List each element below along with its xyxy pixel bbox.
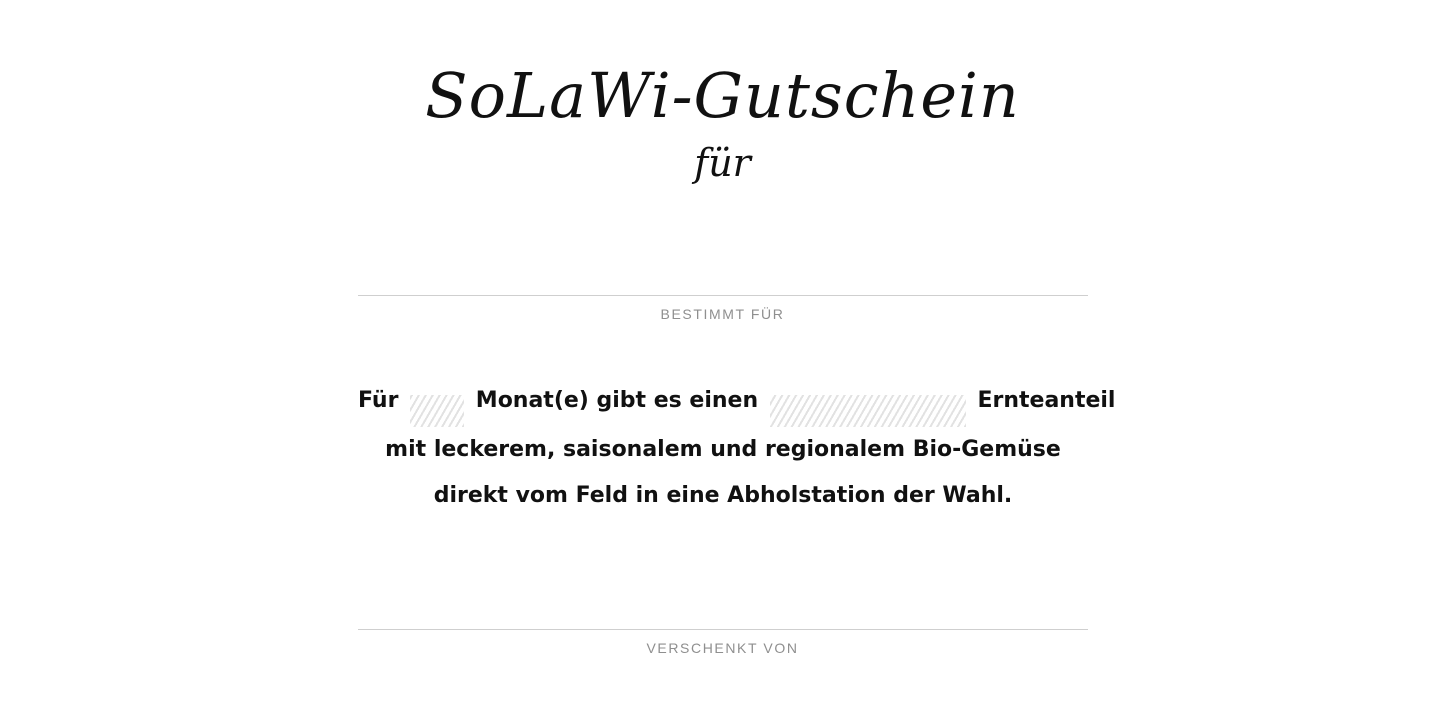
description-line-1 bbox=[358, 378, 1116, 427]
description-line-3: direkt vom Feld in eine Abholstation der Wahl. bbox=[433, 482, 1013, 508]
text-fuer: Für bbox=[358, 388, 399, 413]
voucher-title: SoLaWi-Gutschein bbox=[425, 59, 1020, 132]
voucher-subtitle: für bbox=[694, 141, 751, 185]
text-ernteanteil: Ernteanteil bbox=[977, 388, 1116, 413]
voucher-description bbox=[358, 378, 1116, 519]
giver-name-input[interactable] bbox=[358, 556, 1088, 630]
description-line-2: mit leckerem, saisonalem und regionalem Bio-Gemüse bbox=[385, 436, 1061, 462]
months-input[interactable] bbox=[410, 395, 464, 427]
share-size-input[interactable] bbox=[770, 395, 966, 427]
recipient-name-input[interactable] bbox=[358, 220, 1088, 296]
giver-caption: VERSCHENKT VON bbox=[646, 640, 799, 656]
recipient-caption: BESTIMMT FÜR bbox=[660, 306, 785, 322]
text-monate: Monat(e) gibt es einen bbox=[475, 388, 759, 413]
